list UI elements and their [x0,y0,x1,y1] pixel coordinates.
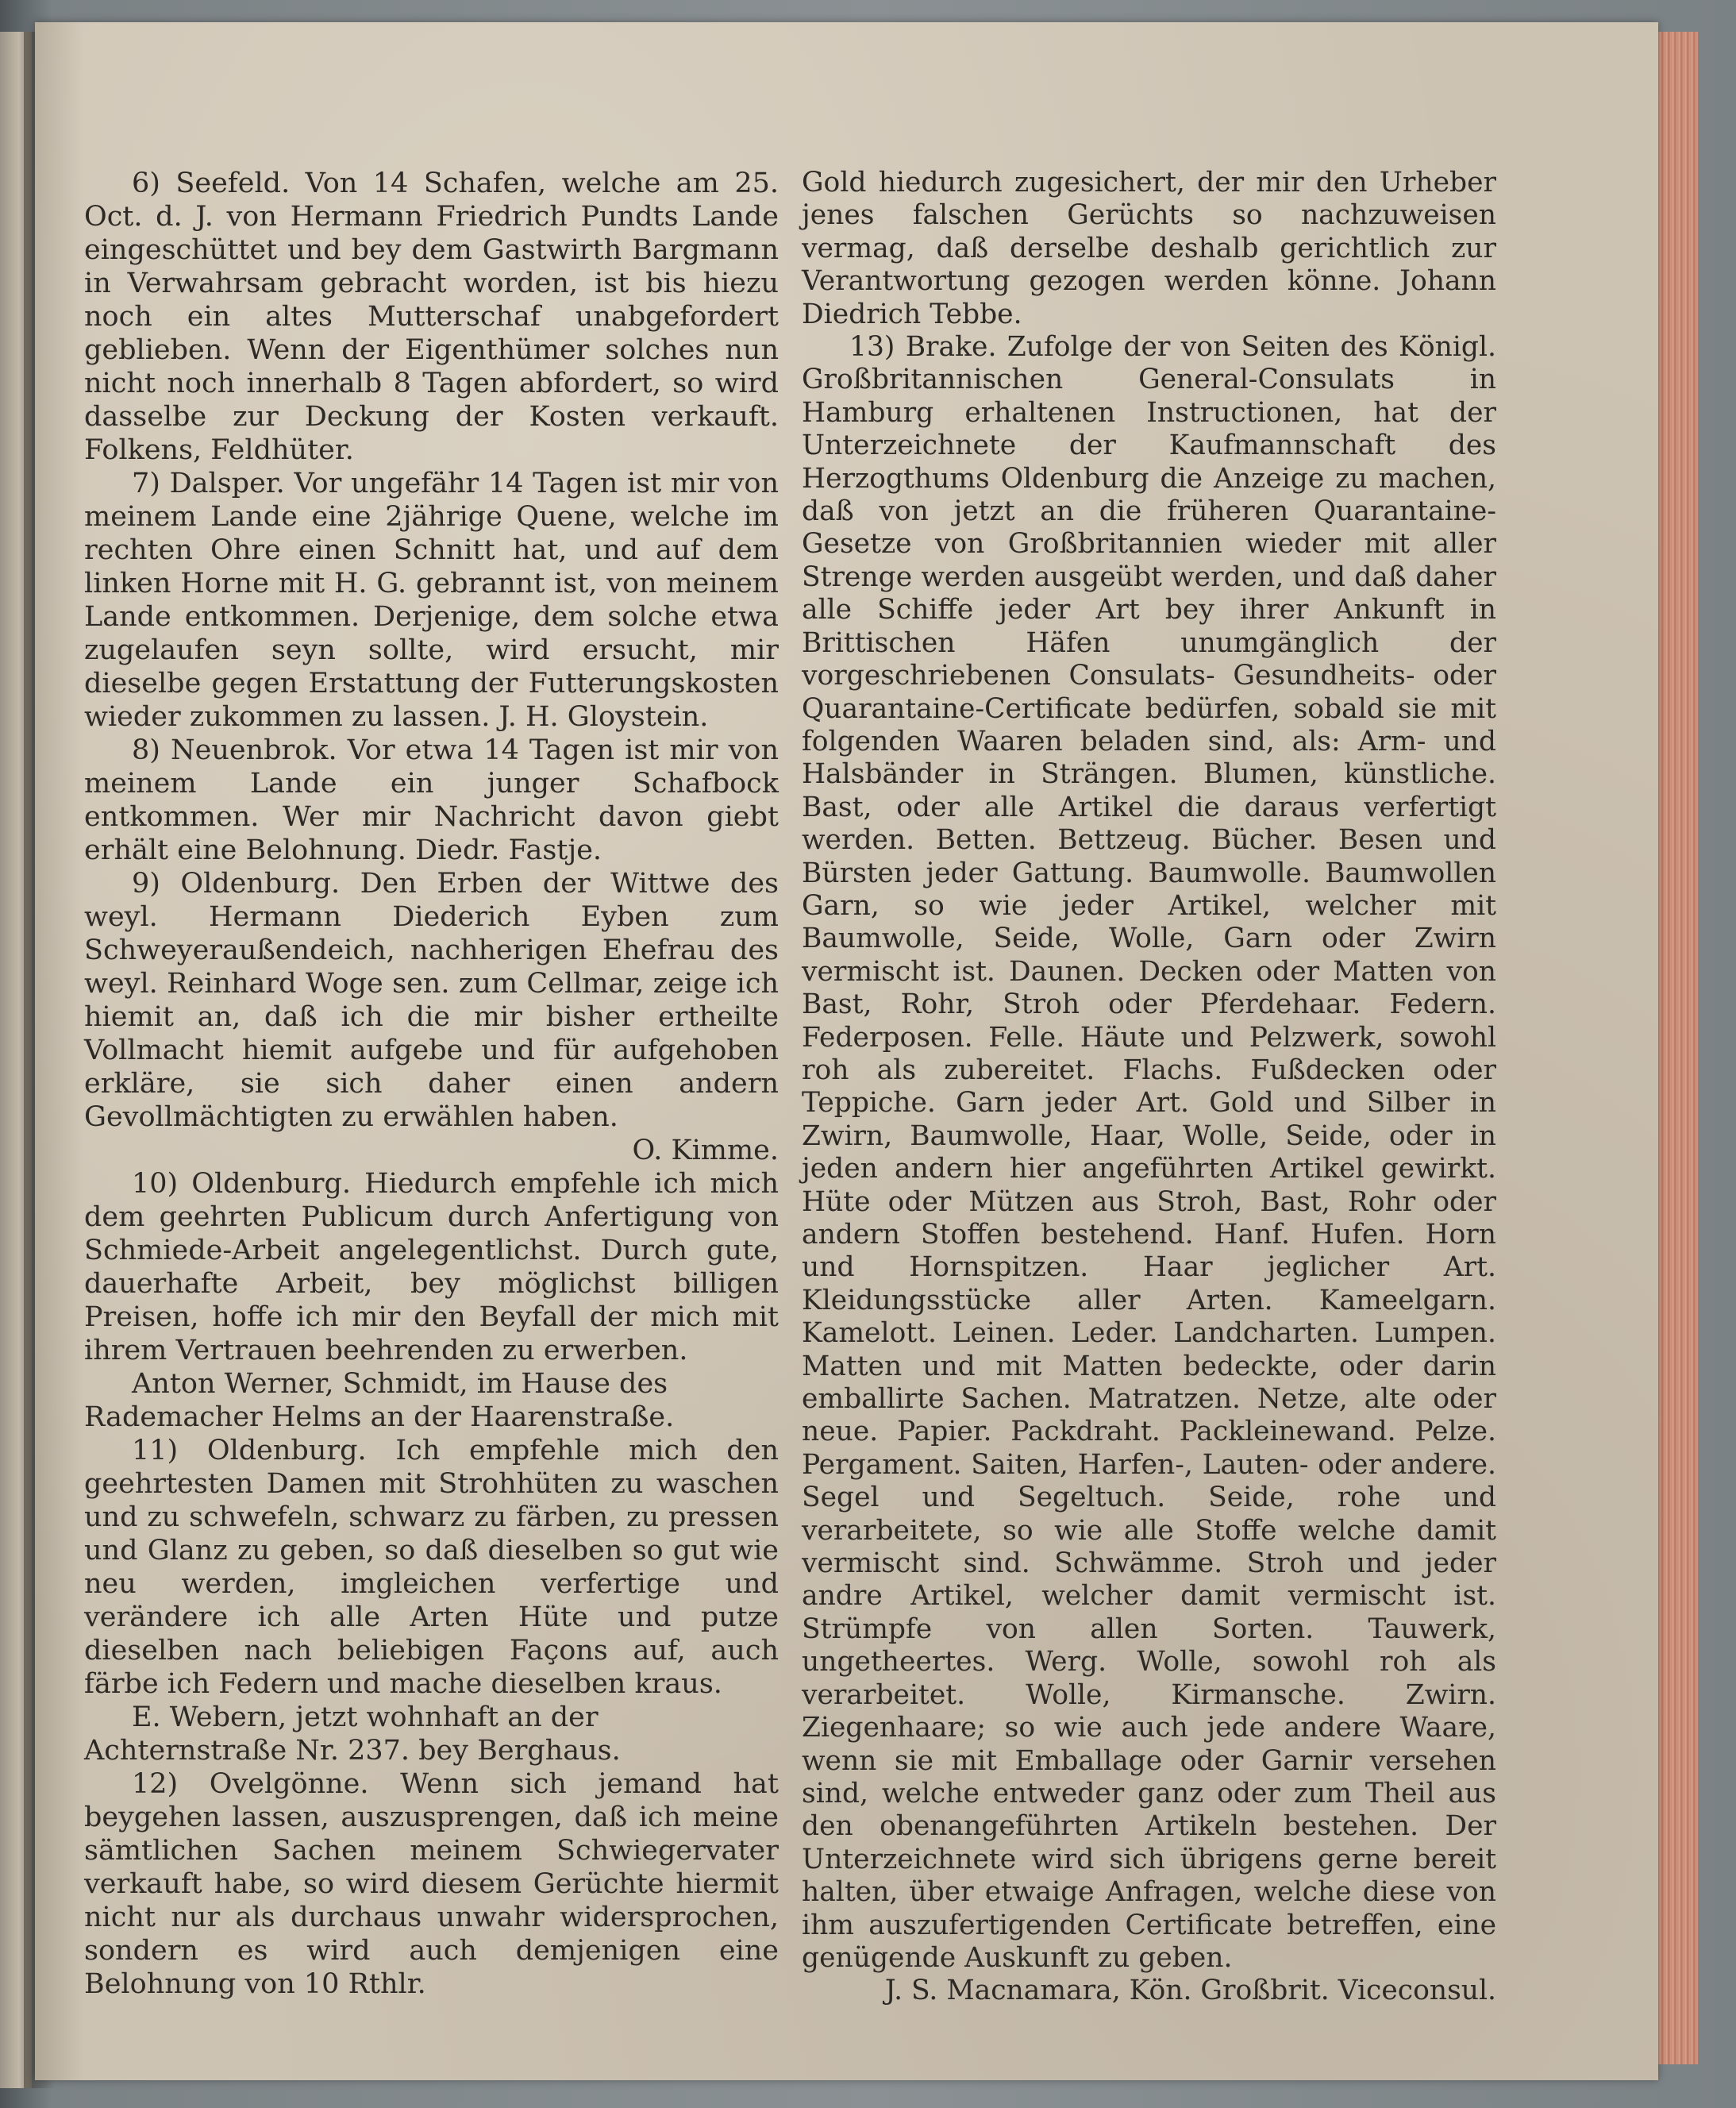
notice-10-signature: Anton Werner, Schmidt, im Hause des Rademacher Helms an der Haarenstraße. [84,1368,675,1433]
notice-7-dalsper: 7) Dalsper. Vor ungefähr 14 Tagen ist mir von meinem Lande eine 2jährige Quene, welche im rechten Ohre einen Schnitt hat, und auf dem linken Horne mit H. G. gebrannt ist, von meinem Lande entkommen. Derjenige, dem solche etwa zugelaufen seyn sollte, wird ersucht, mir dieselbe gegen Erstattung der Futterungskosten wieder zukommen zu lassen. J. H. Gloystein. [84,468,779,733]
notice-12-ovelgoenne: 12) Ovelgönne. Wenn sich jemand hat beygehen lassen, auszusprengen, daß ich meine sämtlichen Sachen meinem Schwiegervater verkauft habe, so wird diesem Gerüchte hiermit nicht nur als durchaus unwahr widersprochen, sondern es wird auch demjenigen eine Belohnung von 10 Rthlr. [84,1768,779,2000]
notice-9-oldenburg: 9) Oldenburg. Den Erben der Wittwe des weyl. Hermann Diederich Eyben zum Schweyeraußendeich, nachherigen Ehefrau des weyl. Reinhard Woge sen. zum Cellmar, zeige ich hiemit an, daß ich die mir bisher ertheilte Vollmacht hiemit aufgebe und für aufgehoben erkläre, sie sich daher einen andern Gevollmächtigten zu erwählen haben. [84,868,779,1133]
notice-8-neuenbrok: 8) Neuenbrok. Vor etwa 14 Tagen ist mir von meinem Lande ein junger Schafbock entkommen. Wer mir Nachricht davon giebt erhält eine Belohnung. Diedr. Fastje. [84,734,779,866]
notice-11-oldenburg: 11) Oldenburg. Ich empfehle mich den geehrtesten Damen mit Strohhüten zu waschen und zu schwefeln, schwarz zu färben, zu pressen und Glanz zu geben, so daß dieselben so gut wie neu werden, imgleichen verfertige und verändere ich alle Arten Hüte und putze dieselben nach beliebigen Façons auf, auch färbe ich Federn und mache dieselben kraus. [84,1435,779,1700]
page-stack-edge [1658,32,1698,2064]
notice-11-signature: E. Webern, jetzt wohnhaft an der Achternstraße Nr. 237. bey Berghaus. [84,1701,621,1767]
notice-6-seefeld: 6) Seefeld. Von 14 Schafen, welche am 25. Oct. d. J. von Hermann Friedrich Pundts Lande eingeschüttet und bey dem Gastwirth Bargmann in Verwahrsam gebracht worden, ist bis hiezu noch ein altes Mutterschaf unabgefordert geblieben. Wenn der Eigenthümer solches nun nicht noch innerhalb 8 Tagen abfordert, so wird dasselbe zur Deckung der Kosten verkauft. Folkens, Feldhüter. [84,168,779,466]
notice-10-oldenburg: 10) Oldenburg. Hiedurch empfehle ich mich dem geehrten Publicum durch Anfertigung von Schmiede-Arbeit angelegentlichst. Durch gute, dauerhafte Arbeit, bey möglichst billigen Preisen, hoffe ich mir den Beyfall der mich mit ihrem Vertrauen beehrenden zu erwerben. [84,1168,779,1366]
right-column [802,167,1496,2008]
left-column [84,167,779,2001]
notice-12-continuation: Gold hiedurch zugesichert, der mir den Urheber jenes falschen Gerüchts so nachzuweisen vermag, daß derselbe deshalb gerichtlich zur Verantwortung gezogen werden könne. Johann Diedrich Tebbe. [802,167,1496,330]
notice-9-signature: O. Kimme. [632,1135,779,1166]
notice-13-signature: J. S. Macnamara, Kön. Großbrit. Viceconsul. [884,1975,1496,2007]
notice-13-brake: 13) Brake. Zufolge der von Seiten des Königl. Großbritannischen General-Consulats in Hamburg erhaltenen Instructionen, hat der Unterzeichnete der Kaufmannschaft des Herzogthums Oldenburg die Anzeige zu machen, daß von jetzt an die früheren Quarantaine-Gesetze von Großbritannien wieder mit aller Strenge werden ausgeübt werden, und daß daher alle Schiffe jeder Art bey ihrer Ankunft in Brittischen Häfen unumgänglich der vorgeschriebenen Consulats- Gesundheits- oder Quarantaine-Certificate bedürfen, sobald sie mit folgenden Waaren beladen sind, als: Arm- und Halsbänder in Strängen. Blumen, künstliche. Bast, oder alle Artikel die daraus verfertigt werden. Betten. Bettzeug. Bücher. Besen und Bürsten jeder Gattung. Baumwolle. Baumwollen Garn, so wie jeder Artikel, welcher mit Baumwolle, Seide, Wolle, Garn oder Zwirn vermischt ist. Daunen. Decken oder Matten von Bast, Rohr, Stroh oder Pferdehaar. Federn. Federposen. Felle. Häute und Pelzwerk, sowohl roh als zubereitet. Flachs. Fußdecken oder Teppiche. Garn jeder Art. Gold und Silber in Zwirn, Baumwolle, Haar, Wolle, Seide, oder in jeden andern hier angeführten Artikel gewirkt. Hüte oder Mützen aus Stroh, Bast, Rohr oder andern Stoffen bestehend. Hanf. Hufen. Horn und Hornspitzen. Haar jeglicher Art. Kleidungsstücke aller Arten. Kameelgarn. Kamelott. Leinen. Leder. Landcharten. Lumpen. Matten und mit Matten bedeckte, oder darin emballirte Sachen. Matratzen. Netze, alte oder neue. Papier. Packdraht. Packleinewand. Pelze. Pergament. Saiten, Harfen-, Lauten- oder andere. Segel und Segeltuch. Seide, rohe und verarbeitete, so wie alle Stoffe welche damit vermischt sind. Schwämme. Stroh und jeder andre Artikel, welcher damit vermischt ist. Strümpfe von allen Sorten. Tauwerk, ungetheertes. Werg. Wolle, sowohl roh als verarbeitet. Wolle, Kirmansche. Zwirn. Ziegenhaare; so wie auch jede andere Waare, wenn sie mit Emballage oder Garnir versehen sind, welche entweder ganz oder zum Theil aus den obenangeführten Artikeln bestehen. Der Unterzeichnete wird sich übrigens gerne bereit halten, über etwaige Anfragen, welche diese von ihm auszufertigenden Certificate betreffen, eine genügende Auskunft zu geben. [802,331,1496,1974]
